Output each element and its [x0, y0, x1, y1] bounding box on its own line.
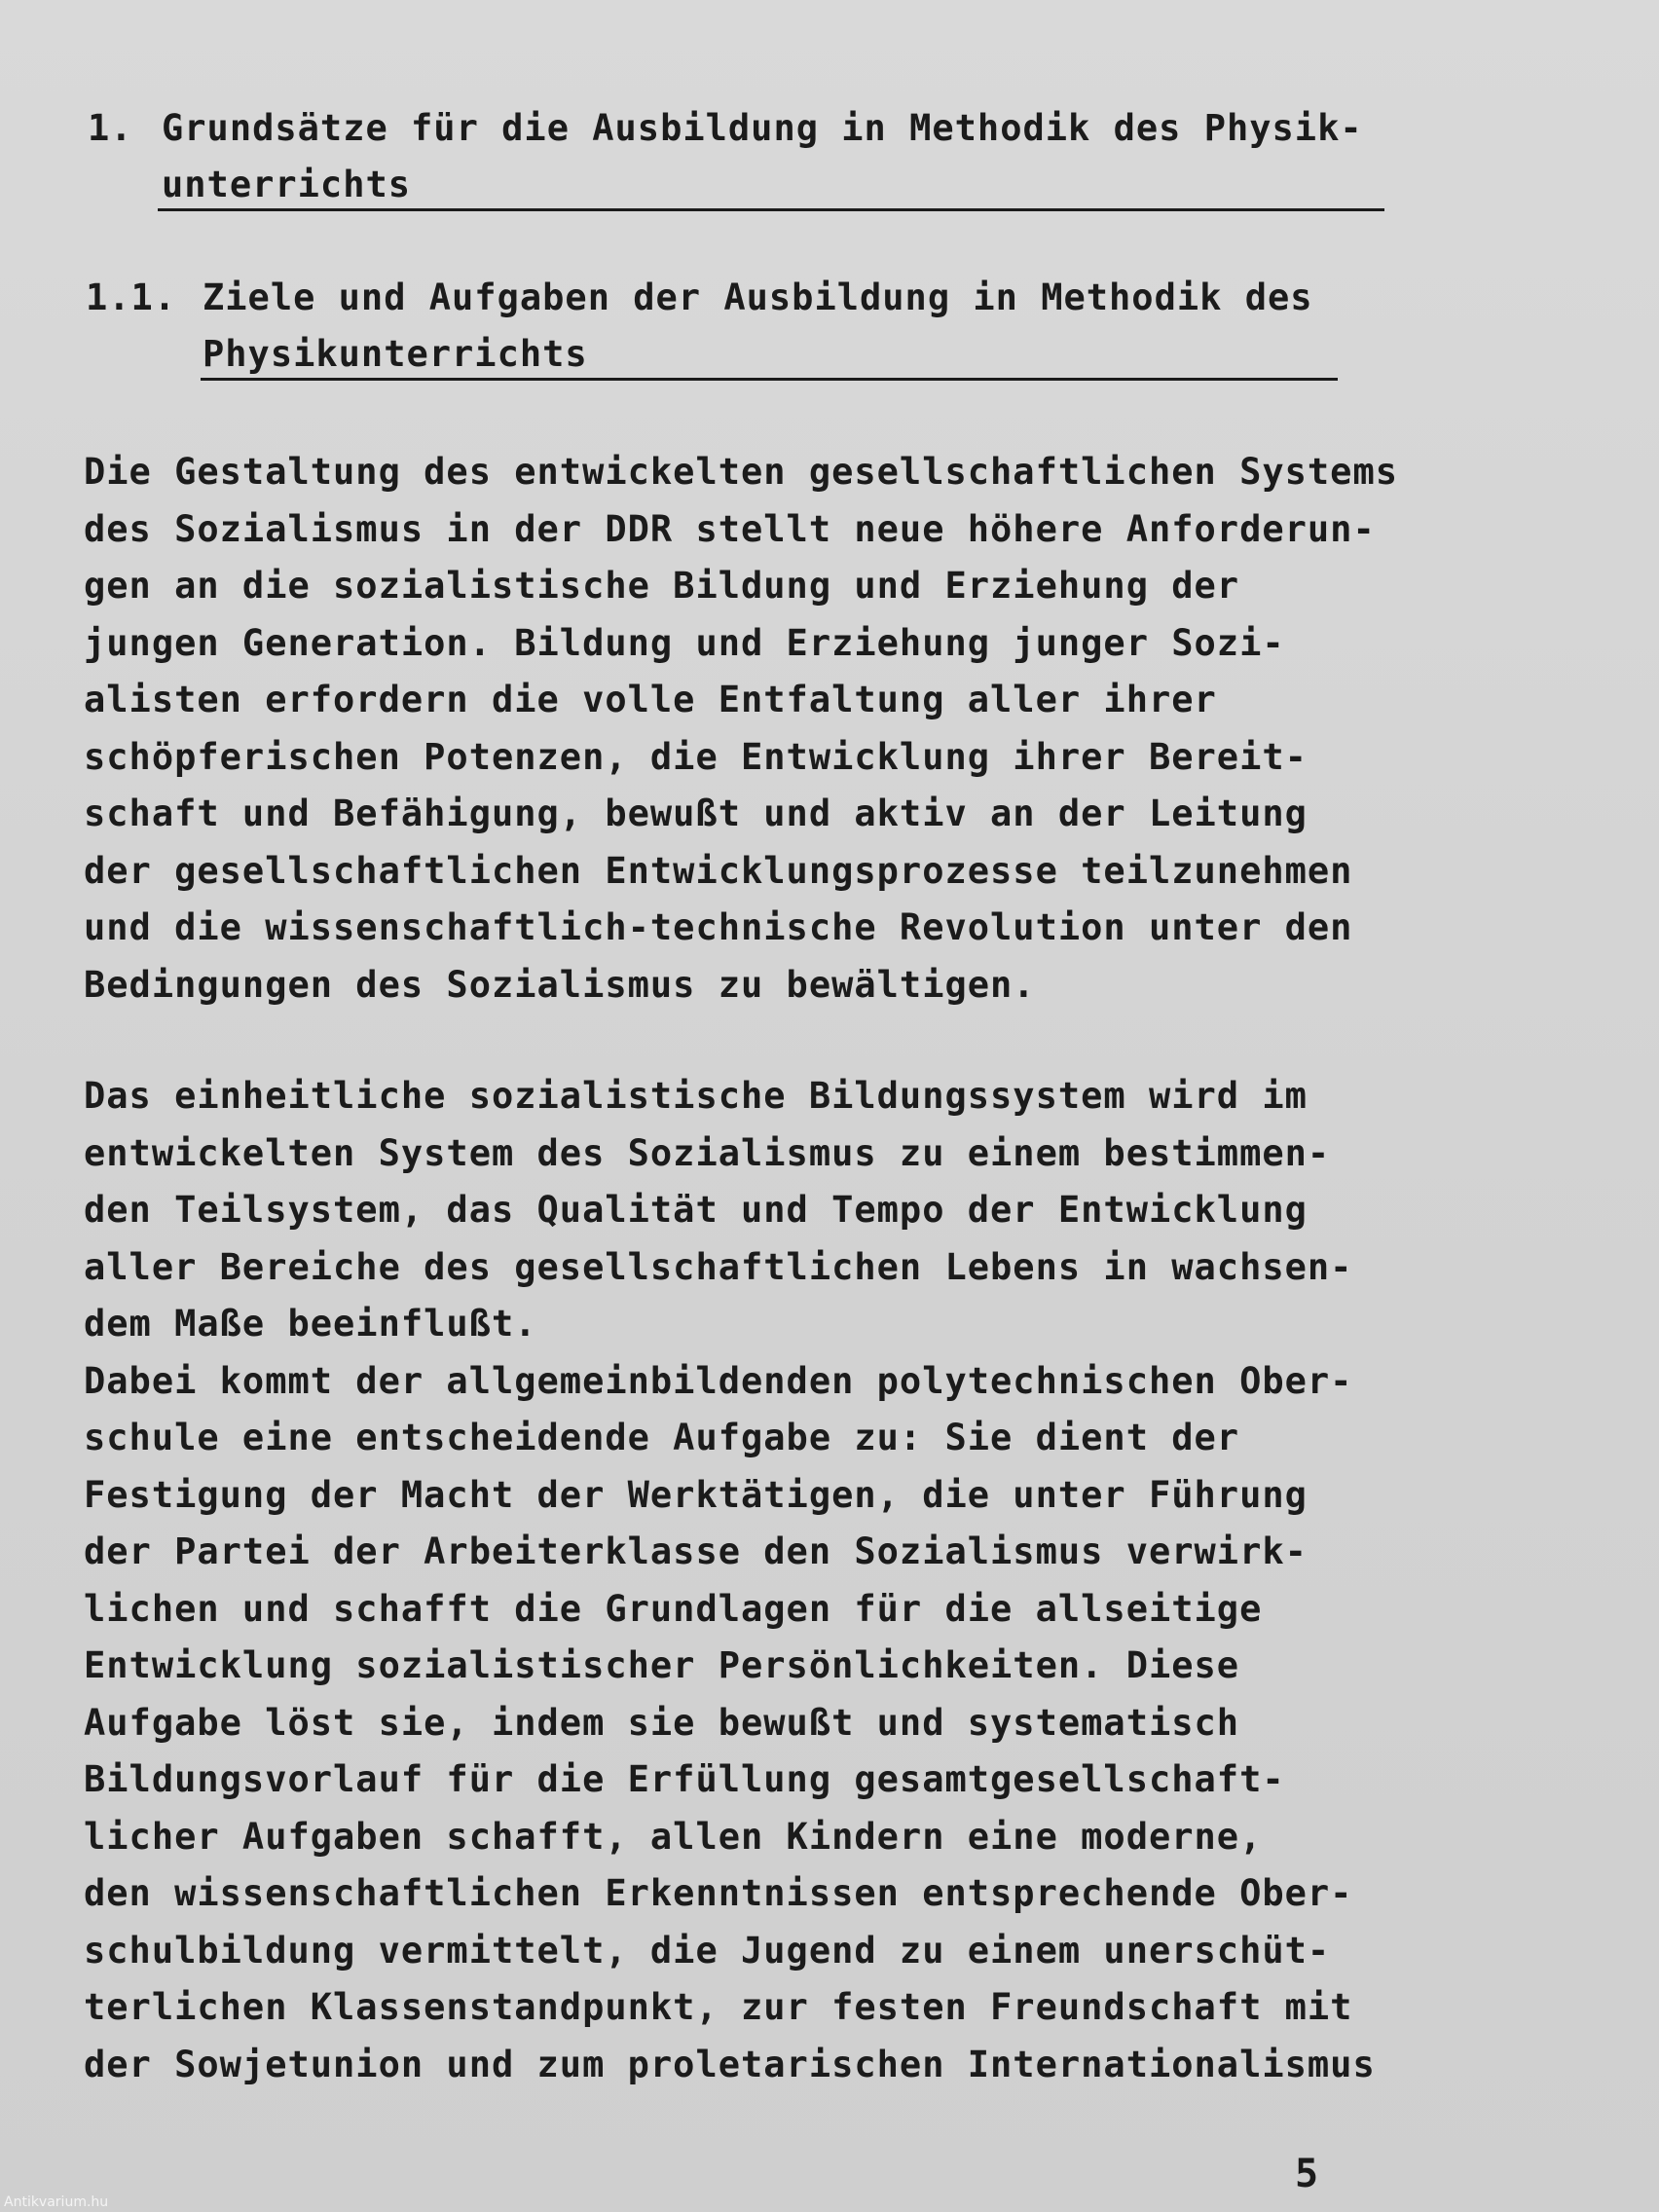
paragraph-line: der gesellschaftlichen Entwicklungsprozesse teilzunehmen [84, 849, 1353, 892]
paragraph-line: Bedingungen des Sozialismus zu bewältigen. [84, 963, 1036, 1006]
paragraph-line: schaft und Befähigung, bewußt und aktiv an der Leitung [84, 793, 1308, 834]
paragraph-line: Entwicklung sozialistischer Persönlichkeiten. Diese [84, 1644, 1240, 1686]
paragraph-line: schulbildung vermittelt, die Jugend zu einem unerschüt- [84, 1929, 1331, 1972]
paragraph-line: den wissenschaftlichen Erkenntnissen entsprechende Ober- [84, 1872, 1353, 1914]
paragraph-line: Das einheitliche sozialistische Bildungssystem wird im [84, 1075, 1308, 1117]
section-title-line-2: unterrichts [162, 164, 412, 205]
section-heading-1-1-underline [201, 378, 1338, 381]
paragraph-line: Dabei kommt der allgemeinbildenden polytechnischen Ober- [84, 1359, 1353, 1402]
watermark: Antikvarium.hu [4, 2194, 109, 2210]
paragraph-line: alisten erfordern die volle Entfaltung aller ihrer [84, 679, 1217, 720]
paragraph-line: jungen Generation. Bildung und Erziehung junger Sozi- [84, 621, 1285, 664]
paragraph-line: lichen und schafft die Grundlagen für die allseitige [84, 1587, 1263, 1630]
paragraph-line: dem Maße beeinflußt. [84, 1303, 537, 1345]
paragraph-line: Bildungsvorlauf für die Erfüllung gesamtgesellschaft- [84, 1758, 1285, 1800]
paragraph-line: den Teilsystem, das Qualität und Tempo der Entwicklung [84, 1189, 1308, 1231]
paragraph-line: licher Aufgaben schafft, allen Kindern eine moderne, [84, 1815, 1263, 1858]
paragraph-line: aller Bereiche des gesellschaftlichen Lebens in wachsen- [84, 1245, 1353, 1288]
paragraph-line: Die Gestaltung des entwickelten gesellschaftlichen Systems [84, 451, 1399, 493]
section-number-1-1: 1.1. [86, 276, 177, 318]
paragraph-line: entwickelten System des Sozialismus zu einem bestimmen- [84, 1131, 1331, 1174]
paragraph-line: Festigung der Macht der Werktätigen, die unter Führung [84, 1473, 1308, 1516]
paragraph-line: gen an die sozialistische Bildung und Erziehung der [84, 565, 1240, 607]
paragraph-line: terlichen Klassenstandpunkt, zur festen Freundschaft mit [84, 1986, 1353, 2028]
paragraph-line: schöpferischen Potenzen, die Entwicklung ihrer Bereit- [84, 735, 1308, 778]
paragraph-line: Aufgabe löst sie, indem sie bewußt und systematisch [84, 1701, 1240, 1744]
paragraph-line: des Sozialismus in der DDR stellt neue höhere Anforderun- [84, 507, 1376, 550]
paragraph-line: der Sowjetunion und zum proletarischen Internationalismus [84, 2043, 1376, 2085]
subsection-title-line-1: Ziele und Aufgaben der Ausbildung in Methodik des [203, 276, 1313, 318]
paragraph-line: und die wissenschaftlich-technische Revolution unter den [84, 906, 1353, 948]
page-number: 5 [1295, 2152, 1320, 2196]
paragraph-line: schule eine entscheidende Aufgabe zu: Sie dient der [84, 1417, 1240, 1458]
section-title-line-1: Grundsätze für die Ausbildung in Methodik des Physik- [162, 107, 1363, 149]
subsection-title-line-2: Physikunterrichts [203, 333, 588, 375]
paragraph-line: der Partei der Arbeiterklasse den Sozialismus verwirk- [84, 1530, 1308, 1572]
paragraph-2 [84, 1068, 1447, 2093]
section-number-1: 1. [88, 107, 133, 149]
paragraph-1 [84, 444, 1447, 1014]
section-heading-1-underline [158, 208, 1384, 211]
